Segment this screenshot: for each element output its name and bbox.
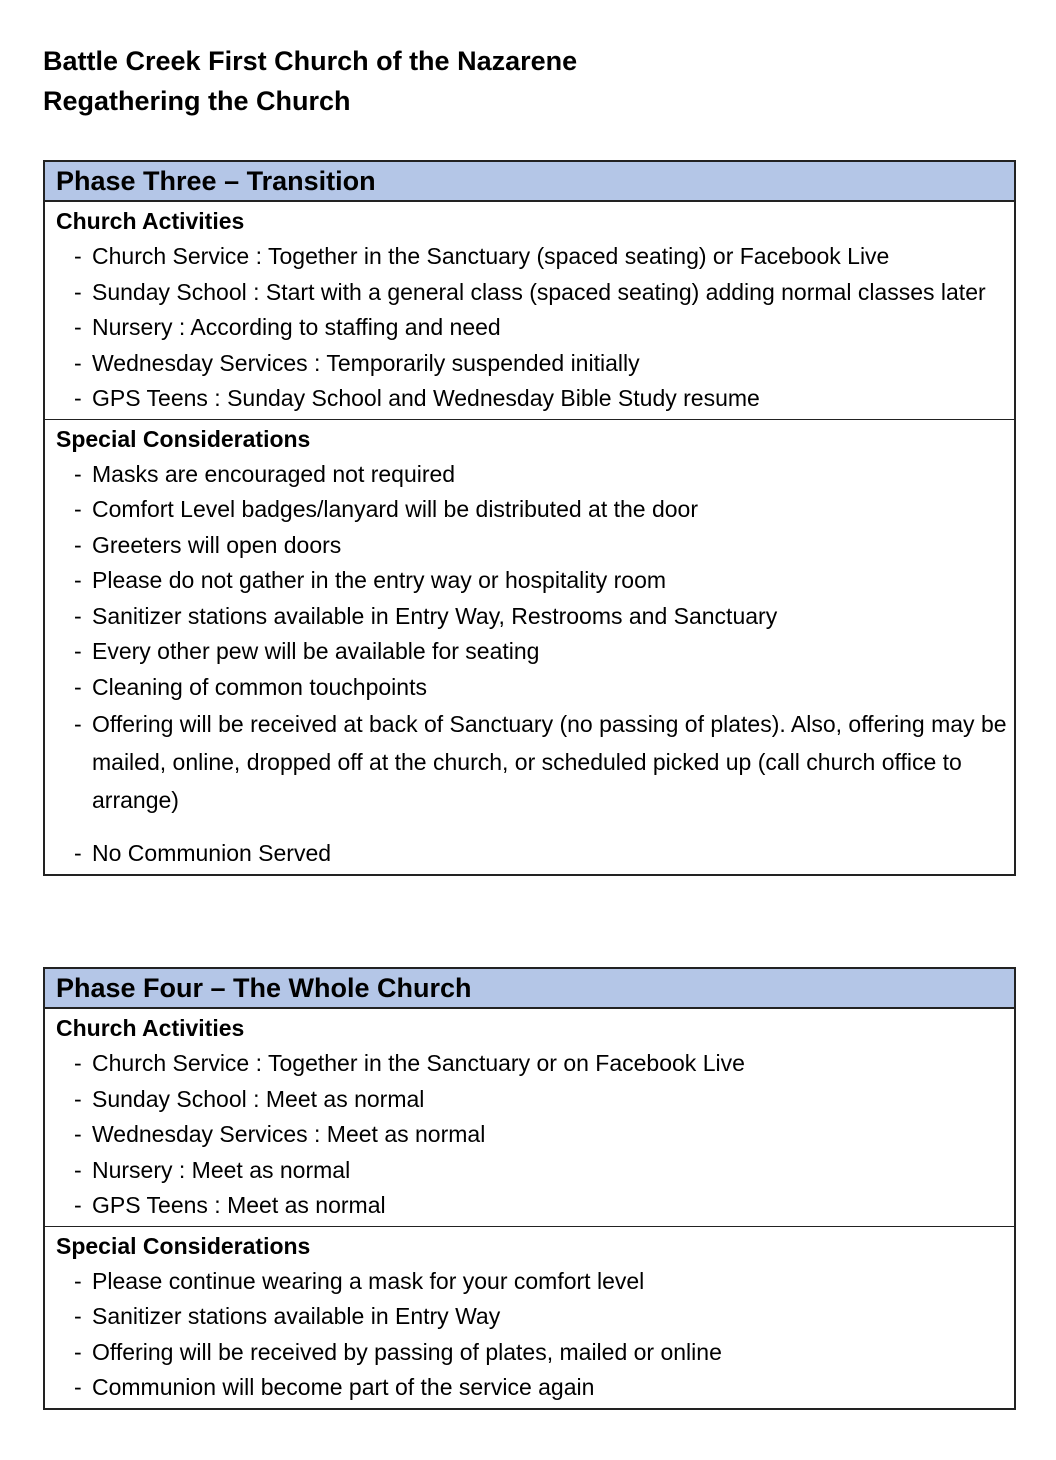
title-line-2: Regathering the Church: [43, 86, 351, 116]
list-item: - GPS Teens : Sunday School and Wednesday Bible Study resume: [74, 385, 760, 411]
list-item-text: Church Service : Together in the Sanctuary or on Facebook Live: [92, 1050, 745, 1076]
list-item-text: Sanitizer stations available in Entry Way, Restrooms and Sanctuary: [92, 602, 778, 629]
list-item-text: Wednesday Services : Meet as normal: [92, 1121, 486, 1147]
list-item-text: Sunday School : Meet as normal: [92, 1085, 425, 1112]
list-item-text: Nursery : Meet as normal: [92, 1156, 351, 1183]
list-item: - Wednesday Services : Temporarily suspended initially: [74, 349, 640, 376]
section-heading: Special Considerations: [56, 425, 311, 452]
list-item: - Offering will be received by passing of plates, mailed or online: [74, 1338, 722, 1365]
phase-three-special-considerations: [45, 419, 1014, 874]
list-item: - Sunday School : Start with a general class (spaced seating) adding normal classes later: [74, 278, 986, 305]
list-item: - Wednesday Services : Meet as normal: [74, 1121, 486, 1147]
document-title: [43, 41, 577, 121]
list-item-text: Every other pew will be available for seating: [92, 638, 540, 664]
bullet-list: [56, 1046, 1014, 1224]
list-item: - Sunday School : Meet as normal: [74, 1085, 425, 1112]
list-item-text: Church Service : Together in the Sanctuary (spaced seating) or Facebook Live: [92, 243, 890, 269]
list-item-text: Cleaning of common touchpoints: [92, 673, 427, 700]
list-item: - Church Service : Together in the Sanctuary (spaced seating) or Facebook Live: [74, 243, 890, 269]
section-heading: Church Activities: [56, 208, 245, 234]
list-item-text: Wednesday Services : Temporarily suspended initially: [92, 349, 640, 376]
phase-four-header: Phase Four – The Whole Church: [45, 969, 1014, 1009]
section-heading: Church Activities: [56, 1015, 245, 1041]
list-item-text: Comfort Level badges/lanyard will be distributed at the door: [92, 496, 699, 522]
list-item-text: Offering will be received by passing of plates, mailed or online: [92, 1338, 722, 1365]
bullet-list: [56, 239, 1014, 417]
phase-three-church-activities: [45, 202, 1014, 419]
list-item-text: Offering will be received at back of Sanctuary (no passing of plates). Also, offering may be mailed, online, dropped off at the church, or scheduled picked up (call church office to arrange): [92, 711, 1007, 813]
phase-three-header: Phase Three – Transition: [45, 162, 1014, 202]
list-item: - Comfort Level badges/lanyard will be distributed at the door: [74, 496, 699, 522]
list-item: - Masks are encouraged not required: [74, 460, 456, 487]
title-line-1: Battle Creek First Church of the Nazarene: [43, 46, 578, 76]
phase-four-special-considerations: [45, 1226, 1014, 1408]
list-item: - Sanitizer stations available in Entry Way, Restrooms and Sanctuary: [74, 602, 778, 629]
phase-four-church-activities: [45, 1009, 1014, 1226]
list-item-text: Please continue wearing a mask for your comfort level: [92, 1267, 645, 1294]
list-item-text: Greeters will open doors: [92, 531, 342, 558]
list-item: - Nursery : Meet as normal: [74, 1156, 351, 1183]
list-item-text: Please do not gather in the entry way or hospitality room: [92, 567, 667, 593]
list-item-text: Communion will become part of the service again: [92, 1374, 595, 1400]
bullet-list: [56, 1264, 1014, 1406]
list-item: - Please continue wearing a mask for your comfort level: [74, 1267, 645, 1294]
list-item: - Sanitizer stations available in Entry Way: [74, 1303, 501, 1329]
list-item-text: Sunday School : Start with a general class (spaced seating) adding normal classes later: [92, 278, 986, 305]
list-item-text: Masks are encouraged not required: [92, 460, 456, 487]
bullet-list: [56, 457, 1014, 872]
list-item-text: No Communion Served: [92, 840, 332, 866]
list-item: - Every other pew will be available for seating: [74, 638, 540, 664]
list-item: - Nursery : According to staffing and need: [74, 314, 501, 340]
list-item-text: GPS Teens : Meet as normal: [92, 1192, 386, 1218]
list-item: - Offering will be received at back of Sanctuary (no passing of plates). Also, offering may be mailed, online, dropped off at the church, or scheduled picked up (call church office to arrange): [74, 711, 1007, 813]
list-item: - Cleaning of common touchpoints: [74, 673, 427, 700]
section-heading: Special Considerations: [56, 1232, 311, 1259]
list-item: - Please do not gather in the entry way or hospitality room: [74, 567, 667, 593]
list-item: - No Communion Served: [74, 840, 332, 866]
list-item: - GPS Teens : Meet as normal: [74, 1192, 386, 1218]
list-item-text: Sanitizer stations available in Entry Way: [92, 1303, 501, 1329]
list-item: - Church Service : Together in the Sanctuary or on Facebook Live: [74, 1050, 745, 1076]
phase-three-table: [43, 160, 1016, 876]
list-item-text: GPS Teens : Sunday School and Wednesday Bible Study resume: [92, 385, 760, 411]
list-item-text: Nursery : According to staffing and need: [92, 314, 501, 340]
list-item: - Communion will become part of the service again: [74, 1374, 595, 1400]
phase-four-table: [43, 967, 1016, 1410]
list-item: - Greeters will open doors: [74, 531, 342, 558]
